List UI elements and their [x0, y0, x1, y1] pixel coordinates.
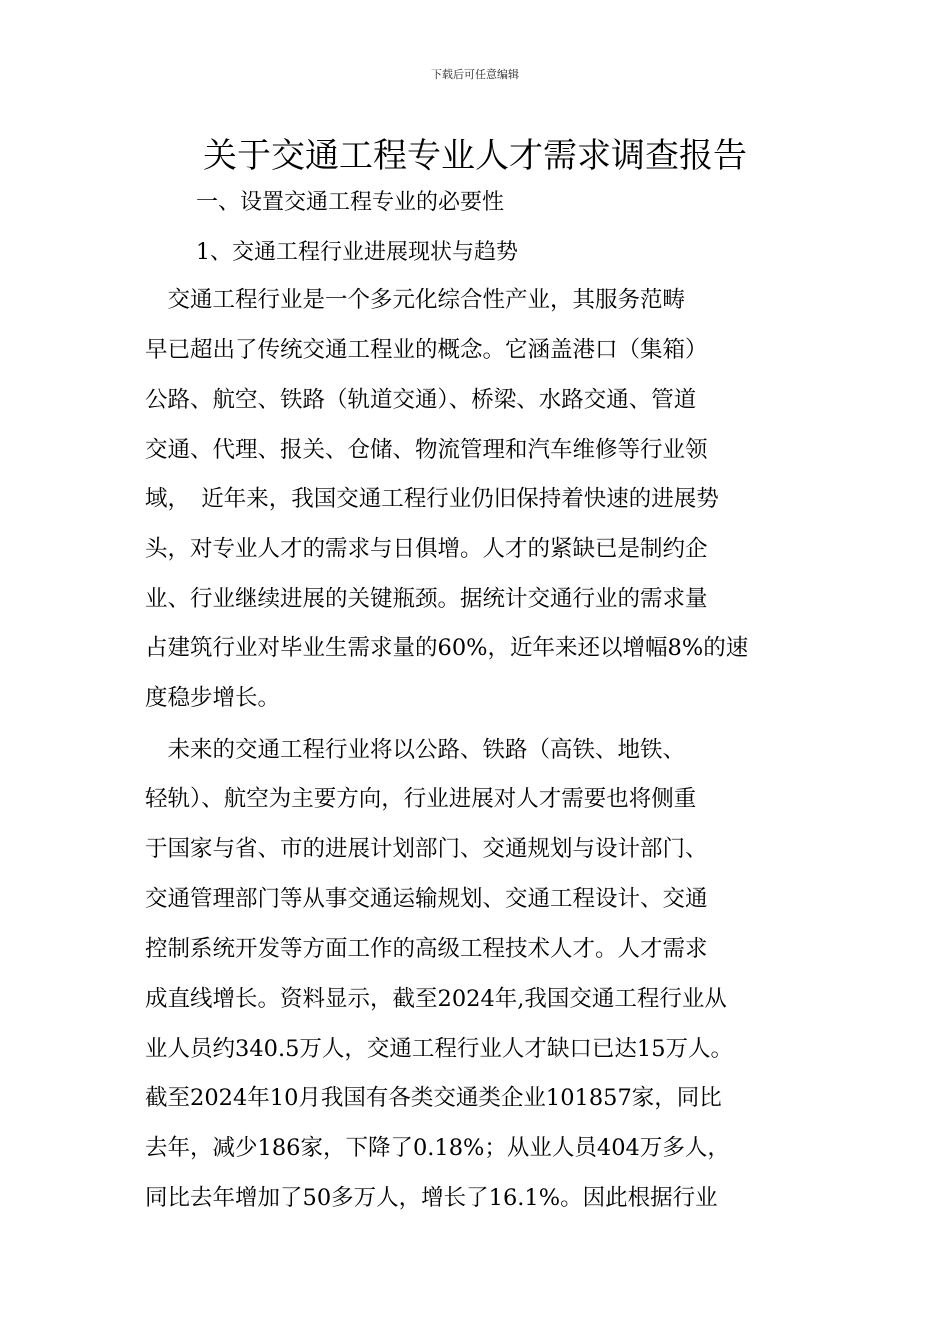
paragraph-line: 占建筑行业对毕业生需求量的60%，近年来还以增幅8%的速 [145, 635, 749, 661]
paragraph-line: 同比去年增加了50多万人，增长了16.1%。因此根据行业 [145, 1185, 718, 1211]
subsection-heading: 1、交通工程行业进展现状与趋势 [196, 240, 518, 265]
paragraph-line: 轻轨）、航空为主要方向，行业进展对人才需要也将侧重 [145, 786, 697, 812]
paragraph-line: 交通工程行业是一个多元化综合性产业，其服务范畴 [145, 287, 686, 313]
paragraph-line: 域， 近年来，我国交通工程行业仍旧保持着快速的进展势 [145, 486, 719, 512]
header-note: 下载后可任意编辑 [431, 68, 519, 81]
paragraph-line: 成直线增长。资料显示，截至2024年,我国交通工程行业从 [145, 986, 727, 1012]
paragraph-line: 去年，减少186家，下降了0.18%；从业人员404万多人， [145, 1135, 730, 1161]
paragraph-line: 度稳步增长。 [145, 685, 281, 711]
paragraph-line: 业人员约340.5万人，交通工程行业人才缺口已达15万人。 [145, 1036, 734, 1062]
paragraph-line: 头，对专业人才的需求与日俱增。人才的紧缺已是制约企 [145, 536, 708, 562]
paragraph-line: 交通管理部门等从事交通运输规划、交通工程设计、交通 [145, 886, 708, 912]
section-heading: 一、设置交通工程专业的必要性 [196, 190, 505, 215]
paragraph-line: 于国家与省、市的进展计划部门、交通规划与设计部门、 [145, 836, 708, 862]
document-title: 关于交通工程专业人才需求调查报告 [203, 136, 747, 176]
paragraph-line: 公路、航空、铁路（轨道交通）、桥梁、水路交通、管道 [145, 387, 697, 413]
paragraph-line: 未来的交通工程行业将以公路、铁路（高铁、地铁、 [145, 737, 686, 763]
paragraph-line: 截至2024年10月我国有各类交通类企业101857家，同比 [145, 1085, 722, 1111]
paragraph-line: 交通、代理、报关、仓储、物流管理和汽车维修等行业领 [145, 437, 708, 463]
paragraph-line: 业、行业继续进展的关键瓶颈。据统计交通行业的需求量 [145, 586, 708, 612]
paragraph-line: 早已超出了传统交通工程业的概念。它涵盖港口（集箱） [145, 337, 708, 363]
paragraph-line: 控制系统开发等方面工作的高级工程技术人才。人才需求 [145, 936, 708, 962]
